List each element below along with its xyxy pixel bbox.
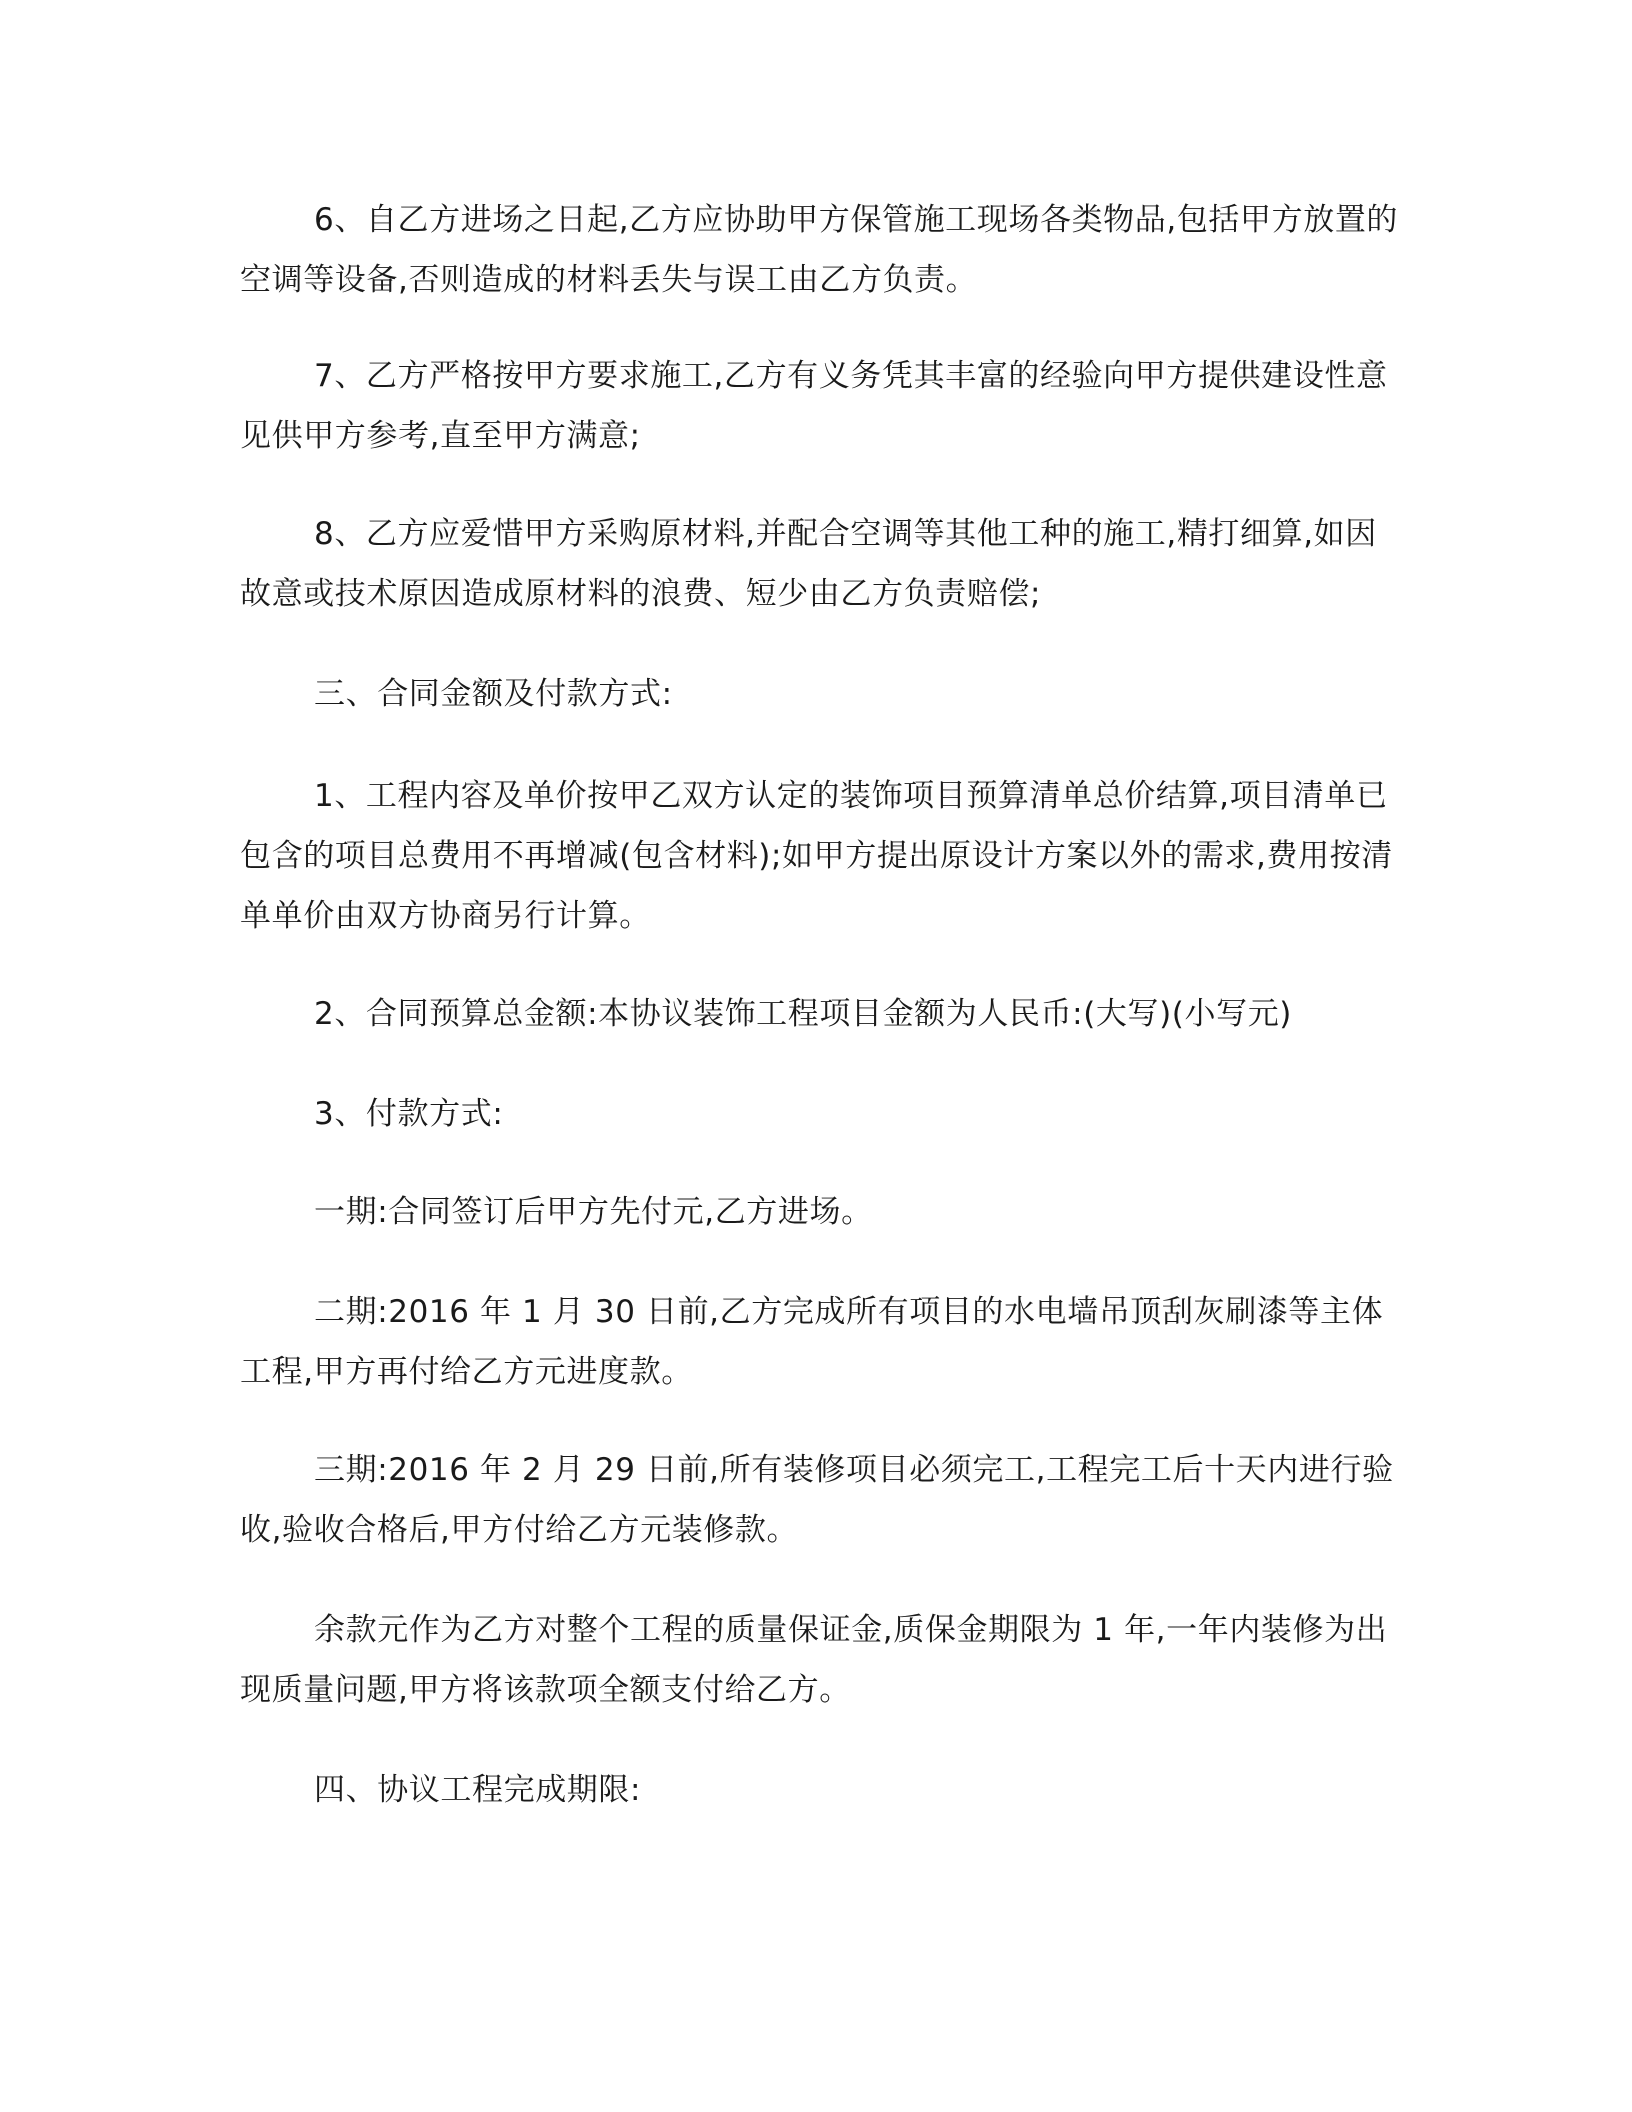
paragraph-text: 8、乙方应爱惜甲方采购原材料,并配合空调等其他工种的施工,精打细算,如因故意或技术原因造成原材料的浪费、短少由乙方负责赔偿; <box>240 516 1377 612</box>
paragraph-clause-7 <box>240 346 1400 466</box>
section-heading-contract-amount <box>240 664 1400 724</box>
paragraph-text: 一期:合同签订后甲方先付元,乙方进场。 <box>314 1194 873 1230</box>
paragraph-clause-6 <box>240 190 1400 310</box>
paragraph-text: 1、工程内容及单价按甲乙双方认定的装饰项目预算清单总价结算,项目清单已包含的项目总费用不再增减(包含材料);如甲方提出原设计方案以外的需求,费用按清单单价由双方协商另行计算。 <box>240 778 1393 934</box>
paragraph-text: 二期:2016 年 1 月 30 日前,乙方完成所有项目的水电墙吊顶刮灰刷漆等主体工程,甲方再付给乙方元进度款。 <box>240 1294 1384 1390</box>
paragraph-payment-method <box>240 1084 1400 1144</box>
paragraph-amount-2 <box>240 984 1400 1044</box>
paragraph-text: 6、自乙方进场之日起,乙方应协助甲方保管施工现场各类物品,包括甲方放置的空调等设备,否则造成的材料丢失与误工由乙方负责。 <box>240 202 1399 298</box>
section-heading: 三、合同金额及付款方式: <box>314 676 673 712</box>
paragraph-text: 3、付款方式: <box>314 1096 504 1132</box>
section-heading-completion-period <box>240 1760 1400 1820</box>
paragraph-phase-2 <box>240 1282 1400 1402</box>
paragraph-text: 三期:2016 年 2 月 29 日前,所有装修项目必须完工,工程完工后十天内进行验收,验收合格后,甲方付给乙方元装修款。 <box>240 1452 1394 1548</box>
paragraph-clause-8 <box>240 504 1400 624</box>
paragraph-amount-1 <box>240 766 1400 946</box>
paragraph-text: 2、合同预算总金额:本协议装饰工程项目金额为人民币:(大写)(小写元) <box>314 996 1292 1032</box>
section-heading: 四、协议工程完成期限: <box>314 1772 642 1808</box>
paragraph-phase-1 <box>240 1182 1400 1242</box>
paragraph-phase-3 <box>240 1440 1400 1560</box>
paragraph-text: 余款元作为乙方对整个工程的质量保证金,质保金期限为 1 年,一年内装修为出现质量问题,甲方将该款项全额支付给乙方。 <box>240 1612 1388 1708</box>
paragraph-text: 7、乙方严格按甲方要求施工,乙方有义务凭其丰富的经验向甲方提供建设性意见供甲方参考,直至甲方满意; <box>240 358 1388 454</box>
paragraph-retention <box>240 1600 1400 1720</box>
